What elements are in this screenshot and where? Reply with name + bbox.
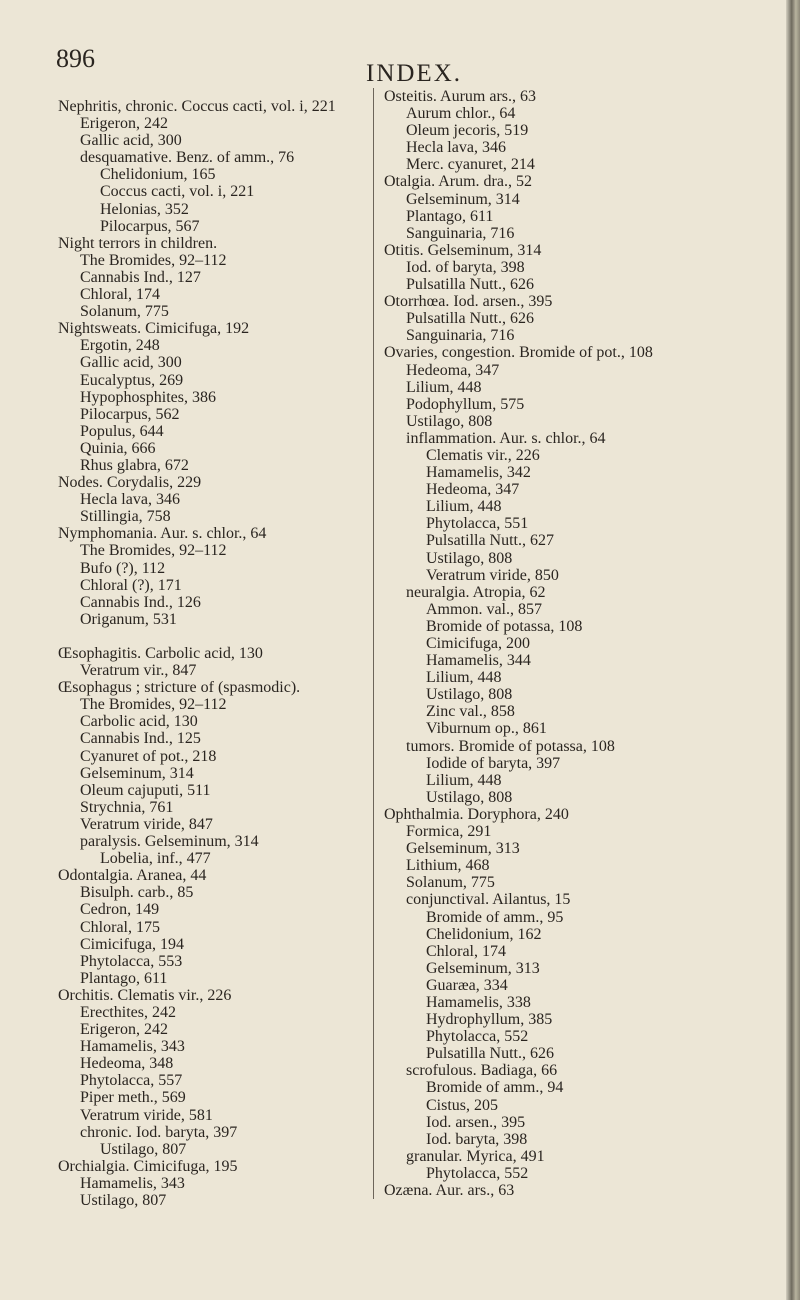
index-entry: Ustilago, 808 xyxy=(426,686,513,704)
index-entry: Chelidonium, 162 xyxy=(426,925,542,943)
index-entry: Ovaries, congestion. Bromide of pot., 108 xyxy=(384,344,653,362)
index-entry: Oleum jecoris, 519 xyxy=(406,122,529,140)
index-entry: Aurum chlor., 64 xyxy=(406,105,516,123)
index-entry: Night terrors in children. xyxy=(58,234,218,252)
index-entry: Guaræa, 334 xyxy=(426,976,508,994)
index-entry: Veratrum viride, 847 xyxy=(80,815,213,833)
index-entry: Ustilago, 808 xyxy=(426,549,513,567)
index-entry: Podophyllum, 575 xyxy=(406,395,525,413)
index-entry: Cistus, 205 xyxy=(426,1096,499,1114)
index-entry: conjunctival. Ailantus, 15 xyxy=(406,891,571,909)
index-entry: Otalgia. Arum. dra., 52 xyxy=(384,173,532,191)
index-entry: Bromide of amm., 94 xyxy=(426,1079,564,1097)
index-entry: Bromide of potassa, 108 xyxy=(426,617,583,635)
index-entry: tumors. Bromide of potassa, 108 xyxy=(406,737,615,755)
index-entry: Chloral, 174 xyxy=(80,286,160,304)
index-entry: chronic. Iod. baryta, 397 xyxy=(80,1123,238,1141)
index-entry: Hamamelis, 343 xyxy=(80,1038,185,1056)
index-entry: Gelseminum, 314 xyxy=(80,764,194,782)
index-entry: Zinc val., 858 xyxy=(426,703,515,721)
index-entry: Coccus cacti, vol. i, 221 xyxy=(100,183,255,201)
index-entry: Hamamelis, 342 xyxy=(426,464,531,482)
index-entry: Clematis vir., 226 xyxy=(426,446,540,464)
index-entry: Cannabis Ind., 127 xyxy=(80,268,201,286)
index-entry: Gelseminum, 313 xyxy=(426,959,540,977)
index-entry: Hamamelis, 343 xyxy=(80,1174,185,1192)
index-entry: Iodide of baryta, 397 xyxy=(426,754,561,772)
index-entry: Lilium, 448 xyxy=(406,378,482,396)
index-entry: Hedeoma, 348 xyxy=(80,1055,174,1073)
index-entry: Erecthites, 242 xyxy=(80,1003,176,1021)
index-entry: Ophthalmia. Doryphora, 240 xyxy=(384,805,569,823)
index-entry: Solanum, 775 xyxy=(80,303,169,321)
index-entry: Formica, 291 xyxy=(406,823,492,841)
index-entry: Phytolacca, 551 xyxy=(426,515,529,533)
index-entry: Hecla lava, 346 xyxy=(406,139,506,157)
index-entry: Otitis. Gelseminum, 314 xyxy=(384,241,542,259)
index-entry: Sanguinaria, 716 xyxy=(406,327,515,345)
index-entry: inflammation. Aur. s. chlor., 64 xyxy=(406,429,606,447)
index-entry: granular. Myrica, 491 xyxy=(406,1147,545,1165)
index-entry: Otorrhœa. Iod. arsen., 395 xyxy=(384,293,553,311)
index-entry: Lobelia, inf., 477 xyxy=(100,850,211,868)
index-entry: The Bromides, 92–112 xyxy=(80,542,227,560)
index-entry: Erigeron, 242 xyxy=(80,1021,168,1039)
index-entry: Cimicifuga, 194 xyxy=(80,935,184,953)
index-entry: scrofulous. Badiaga, 66 xyxy=(406,1062,558,1080)
index-entry: Solanum, 775 xyxy=(406,874,495,892)
index-entry: Osteitis. Aurum ars., 63 xyxy=(384,88,536,105)
index-entry: Chelidonium, 165 xyxy=(100,166,216,184)
index-entry: Quinia, 666 xyxy=(80,439,156,457)
index-entry: Nodes. Corydalis, 229 xyxy=(58,474,202,492)
index-entry: Phytolacca, 557 xyxy=(80,1072,183,1090)
index-entry: Eucalyptus, 269 xyxy=(80,371,184,389)
index-entry: Gelseminum, 313 xyxy=(406,840,520,858)
index-entry: The Bromides, 92–112 xyxy=(80,696,227,714)
index-entry: Plantago, 611 xyxy=(406,207,494,225)
index-entry: Chloral, 174 xyxy=(426,942,506,960)
index-entry: Hypophosphites, 386 xyxy=(80,388,216,406)
index-entry: Orchialgia. Cimicifuga, 195 xyxy=(58,1157,238,1175)
index-entry: The Bromides, 92–112 xyxy=(80,251,227,269)
index-entry: Bromide of amm., 95 xyxy=(426,908,564,926)
index-entry: Populus, 644 xyxy=(80,422,164,440)
index-entry: Strychnia, 761 xyxy=(80,798,174,816)
index-entry: Iod. arsen., 395 xyxy=(426,1113,526,1131)
index-entry: Viburnum op., 861 xyxy=(426,720,547,738)
index-column-left xyxy=(58,98,368,1209)
index-entry: Origanum, 531 xyxy=(80,610,177,628)
index-entry: Gallic acid, 300 xyxy=(80,132,182,150)
index-entry: Hedeoma, 347 xyxy=(426,481,520,499)
index-entry: Merc. cyanuret, 214 xyxy=(406,156,535,174)
index-entry: Hamamelis, 344 xyxy=(426,652,531,670)
index-entry: Carbolic acid, 130 xyxy=(80,713,198,731)
index-entry: Ergotin, 248 xyxy=(80,337,160,355)
index-entry: neuralgia. Atropia, 62 xyxy=(406,583,546,601)
index-entry: Veratrum viride, 850 xyxy=(426,566,559,584)
index-entry: Hecla lava, 346 xyxy=(80,491,180,509)
index-entry: Bisulph. carb., 85 xyxy=(80,884,194,902)
index-entry: Sanguinaria, 716 xyxy=(406,224,515,242)
index-entry: Lilium, 448 xyxy=(426,669,502,687)
index-entry: Odontalgia. Aranea, 44 xyxy=(58,867,207,885)
index-entry: Veratrum viride, 581 xyxy=(80,1106,213,1124)
index-entry: Œsophagus ; stricture of (spasmodic). xyxy=(58,679,301,697)
index-entry: Rhus glabra, 672 xyxy=(80,456,189,474)
index-entry: Cedron, 149 xyxy=(80,901,160,919)
index-entry: Chloral (?), 171 xyxy=(80,576,182,594)
index-entry: desquamative. Benz. of amm., 76 xyxy=(80,149,295,167)
index-entry: Cannabis Ind., 125 xyxy=(80,730,201,748)
index-entry: Iod. of baryta, 398 xyxy=(406,258,525,276)
index-entry: Gelseminum, 314 xyxy=(406,190,520,208)
index-entry xyxy=(58,628,368,645)
index-entry: Phytolacca, 552 xyxy=(426,1164,529,1182)
index-entry: Lilium, 448 xyxy=(426,771,502,789)
index-entry: Pilocarpus, 567 xyxy=(100,217,200,235)
index-entry: Phytolacca, 552 xyxy=(426,1028,529,1046)
index-entry: Phytolacca, 553 xyxy=(80,952,183,970)
running-head: INDEX. xyxy=(366,60,463,87)
index-entry: Nymphomania. Aur. s. chlor., 64 xyxy=(58,525,267,543)
index-entry: Piper meth., 569 xyxy=(80,1089,186,1107)
index-entry: Erigeron, 242 xyxy=(80,115,168,133)
index-entry: Hydrophyllum, 385 xyxy=(426,1011,553,1029)
index-entry: Stillingia, 758 xyxy=(80,508,171,526)
index-entry: Ozæna. Aur. ars., 63 xyxy=(384,1182,515,1199)
index-entry: Hedeoma, 347 xyxy=(406,361,500,379)
index-entry: Pulsatilla Nutt., 627 xyxy=(426,532,554,550)
index-entry: Gallic acid, 300 xyxy=(80,354,182,372)
index-entry: Pulsatilla Nutt., 626 xyxy=(406,310,534,328)
index-entry: Iod. baryta, 398 xyxy=(426,1130,528,1148)
index-entry: Nightsweats. Cimicifuga, 192 xyxy=(58,320,250,338)
index-entry: Pulsatilla Nutt., 626 xyxy=(406,276,534,294)
index-entry: Nephritis, chronic. Coccus cacti, vol. i, 221 xyxy=(58,98,336,115)
index-entry: Ustilago, 808 xyxy=(426,788,513,806)
index-entry: Lithium, 468 xyxy=(406,857,490,875)
page-number: 896 xyxy=(56,44,95,73)
index-entry: Pulsatilla Nutt., 626 xyxy=(426,1045,554,1063)
index-entry: Chloral, 175 xyxy=(80,918,160,936)
index-entry: Oleum cajuputi, 511 xyxy=(80,781,211,799)
index-entry: Hamamelis, 338 xyxy=(426,993,531,1011)
index-entry: Veratrum vir., 847 xyxy=(80,662,197,680)
index-entry: Cimicifuga, 200 xyxy=(426,635,530,652)
index-entry: Orchitis. Clematis vir., 226 xyxy=(58,986,232,1004)
index-column-right xyxy=(373,88,800,1199)
index-entry: Ustilago, 808 xyxy=(406,412,493,430)
index-entry: Lilium, 448 xyxy=(426,498,502,516)
index-entry: paralysis. Gelseminum, 314 xyxy=(80,833,259,851)
index-entry: Œsophagitis. Carbolic acid, 130 xyxy=(58,645,263,662)
index-entry: Pilocarpus, 562 xyxy=(80,405,180,423)
index-entry: Cyanuret of pot., 218 xyxy=(80,747,217,765)
index-entry: Ustilago, 807 xyxy=(100,1140,187,1158)
index-entry: Ammon. val., 857 xyxy=(426,600,542,618)
index-entry: Plantago, 611 xyxy=(80,969,168,987)
index-entry: Ustilago, 807 xyxy=(80,1192,167,1209)
page-edge-shadow xyxy=(786,0,800,1300)
index-entry: Cannabis Ind., 126 xyxy=(80,593,201,611)
index-entry: Helonias, 352 xyxy=(100,200,189,218)
index-entry: Bufo (?), 112 xyxy=(80,559,166,577)
